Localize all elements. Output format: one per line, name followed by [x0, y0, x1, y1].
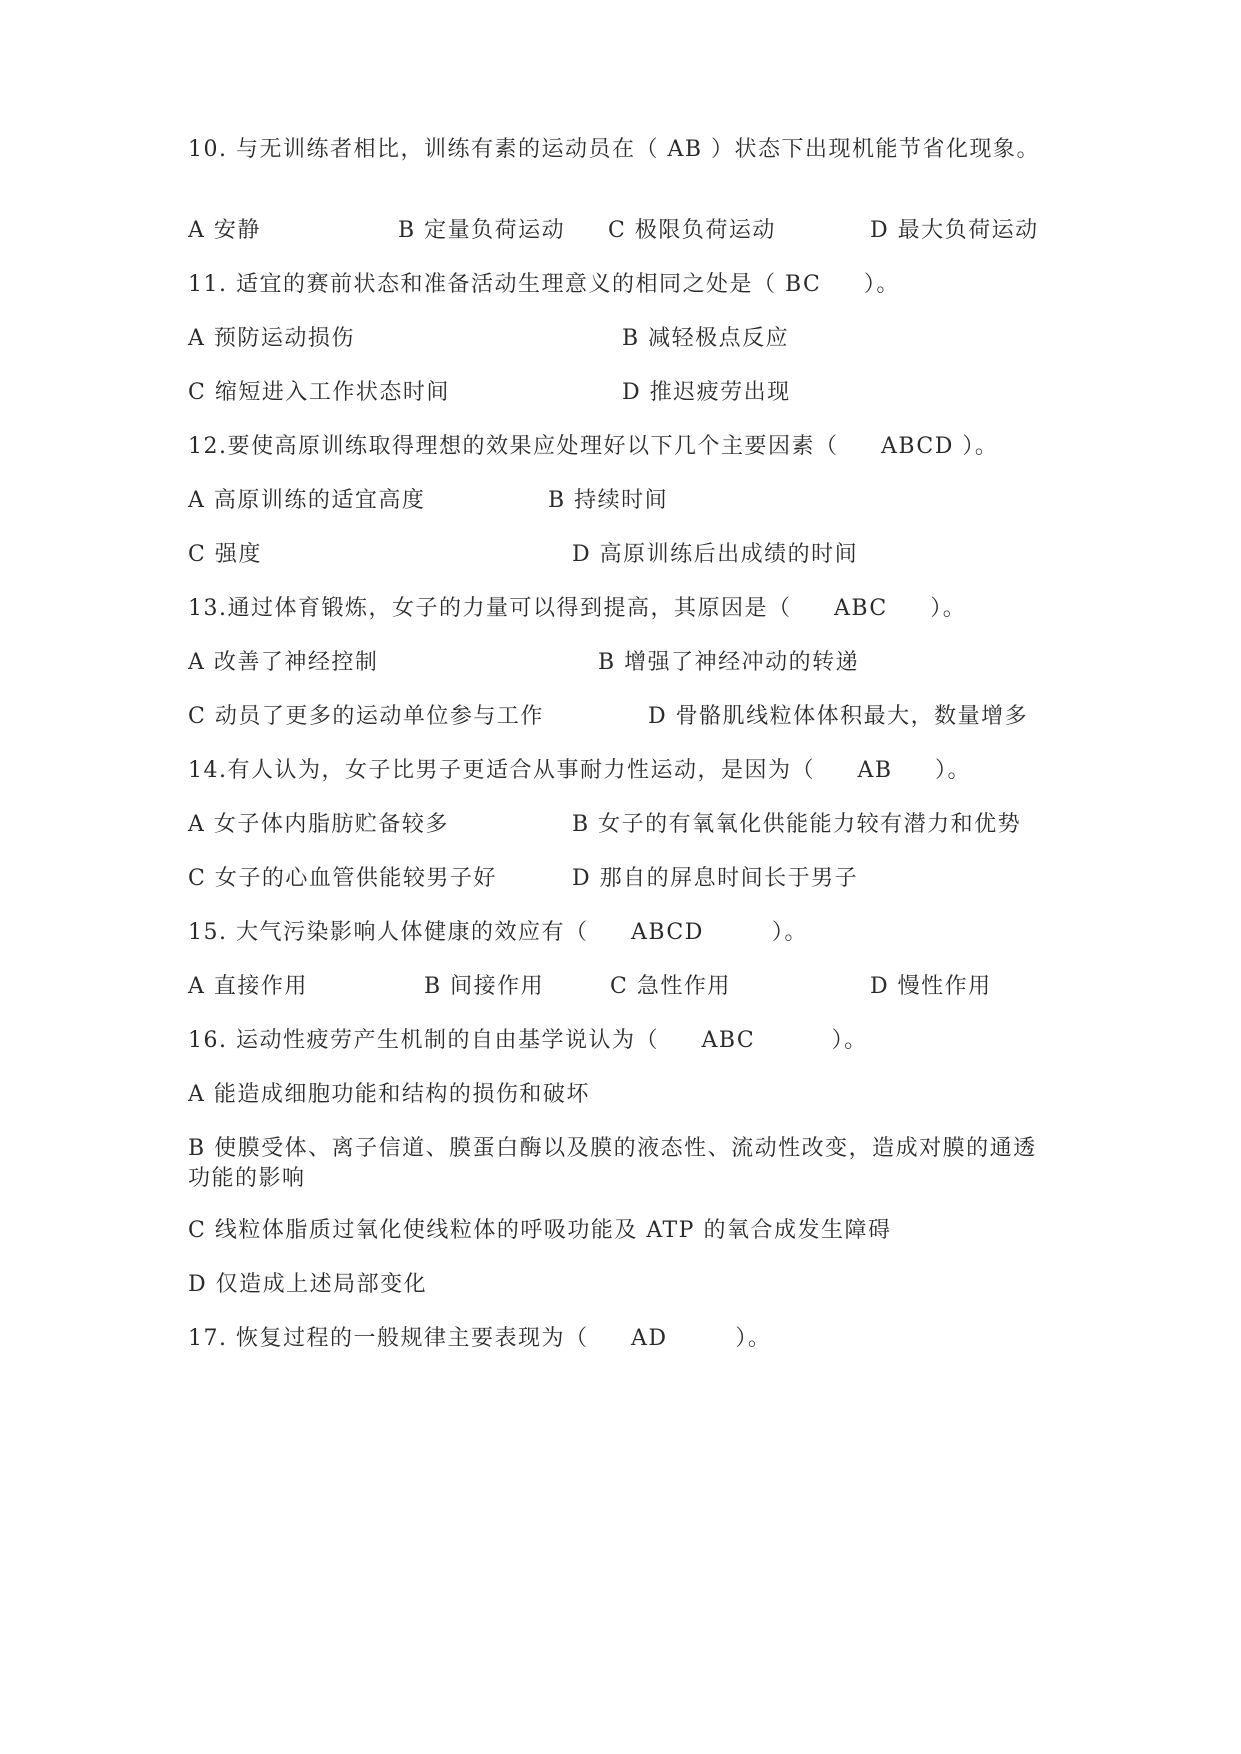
question-12-stem: 12.要使高原训练取得理想的效果应处理好以下几个主要因素（ ABCD ）。 — [188, 434, 999, 459]
question-10-option-d: D 最大负荷运动 — [870, 218, 1039, 243]
question-15-option-c: C 急性作用 — [610, 974, 731, 999]
question-10-stem: 10. 与无训练者相比，训练有素的运动员在（ AB ）状态下出现机能节省化现象。 — [188, 137, 1041, 162]
question-13-option-c: C 动员了更多的运动单位参与工作 — [188, 704, 544, 729]
question-14-option-d: D 那自的屏息时间长于男子 — [572, 866, 859, 891]
question-15-stem: 15. 大气污染影响人体健康的效应有（ ABCD ）。 — [188, 920, 808, 945]
question-15-option-a: A 直接作用 — [188, 974, 308, 999]
question-17-stem: 17. 恢复过程的一般规律主要表现为（ AD ）。 — [188, 1326, 772, 1351]
question-14-option-a: A 女子体内脂肪贮备较多 — [188, 812, 449, 837]
question-16-option-b: B 使膜受体、离子信道、膜蛋白酶以及膜的液态性、流动性改变，造成对膜的通透功能的影响 — [188, 1136, 1037, 1191]
question-13-option-a: A 改善了神经控制 — [188, 650, 379, 675]
question-12-option-a: A 高原训练的适宜高度 — [188, 488, 426, 513]
question-15-option-b: B 间接作用 — [424, 974, 545, 999]
question-10-option-c: C 极限负荷运动 — [608, 218, 776, 243]
question-15-option-d: D 慢性作用 — [870, 974, 992, 999]
question-11-stem: 11. 适宜的赛前状态和准备活动生理意义的相同之处是（ BC ）。 — [188, 272, 900, 297]
question-12-option-d: D 高原训练后出成绩的时间 — [572, 542, 859, 567]
question-16-option-d: D 仅造成上述局部变化 — [188, 1272, 428, 1297]
question-12-option-b: B 持续时间 — [548, 488, 669, 513]
question-16-stem: 16. 运动性疲劳产生机制的自由基学说认为（ ABC ）。 — [188, 1028, 868, 1053]
question-14-option-c: C 女子的心血管供能较男子好 — [188, 866, 497, 891]
question-11-option-d: D 推迟疲劳出现 — [622, 380, 791, 405]
question-14-option-b: B 女子的有氧氧化供能能力较有潜力和优势 — [572, 812, 1022, 837]
question-16-option-c: C 线粒体脂质过氧化使线粒体的呼吸功能及 ATP 的氧合成发生障碍 — [188, 1218, 892, 1243]
question-10-option-a: A 安静 — [188, 218, 261, 243]
question-11-option-a: A 预防运动损伤 — [188, 326, 355, 351]
question-11-option-c: C 缩短进入工作状态时间 — [188, 380, 450, 405]
question-13-option-b: B 增强了神经冲动的转递 — [598, 650, 860, 675]
question-14-stem: 14.有人认为，女子比男子更适合从事耐力性运动，是因为（ AB ）。 — [188, 758, 971, 783]
question-12-option-c: C 强度 — [188, 542, 262, 567]
question-11-option-b: B 减轻极点反应 — [622, 326, 790, 351]
question-10-option-b: B 定量负荷运动 — [398, 218, 566, 243]
question-16-option-a: A 能造成细胞功能和结构的损伤和破坏 — [188, 1082, 590, 1107]
question-13-stem: 13.通过体育锻炼，女子的力量可以得到提高，其原因是（ ABC ）。 — [188, 596, 967, 621]
question-13-option-d: D 骨骼肌线粒体体积最大，数量增多 — [648, 704, 1029, 729]
